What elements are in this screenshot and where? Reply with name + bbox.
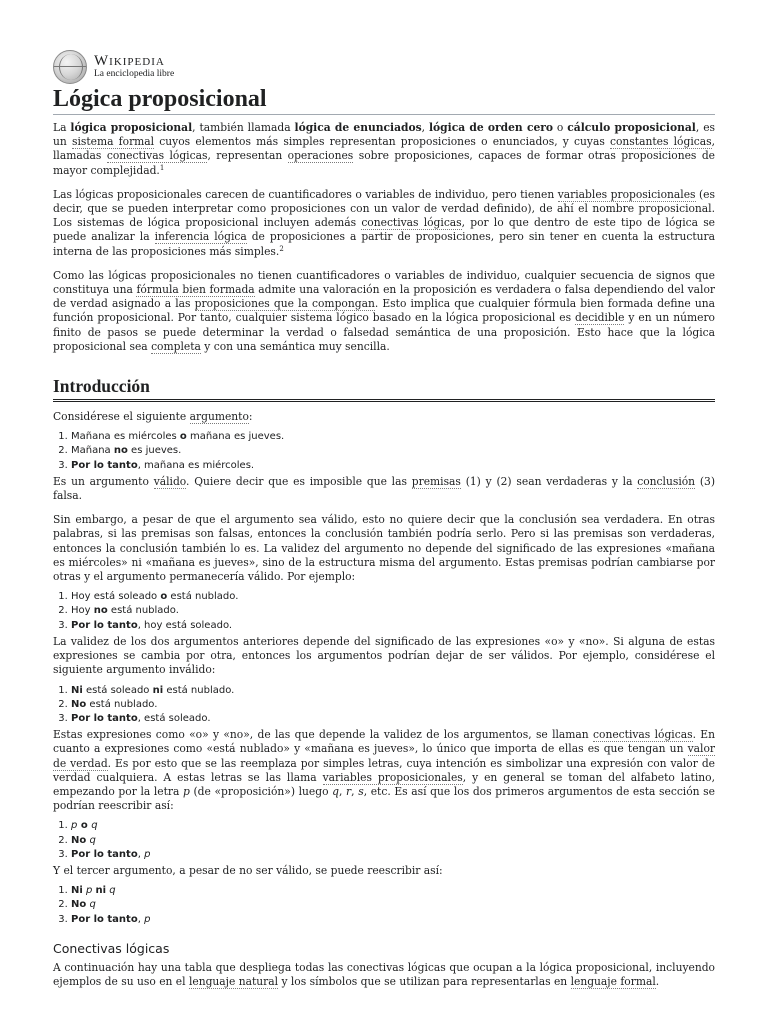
intro-paragraph-2 (53, 475, 715, 503)
var: s (358, 784, 364, 798)
link-argumento[interactable]: argumento (189, 410, 249, 424)
lead-paragraph-3 (53, 269, 715, 354)
text: , llamadas (53, 135, 715, 163)
var: p (85, 885, 93, 897)
link-conclusion[interactable]: conclusión (637, 474, 696, 488)
text: de proposiciones a partir de proposiciones, pero sin tener en cuenta la estructura interna de las proposiciones más simples. (53, 230, 715, 258)
keyword: ni (152, 684, 164, 696)
brand-name: Wikipedia (94, 53, 165, 70)
keyword: ni (95, 885, 107, 897)
text: Como las lógicas proposicionales no tienen cuantificadores o variables de individuo, cualquier secuencia de signos que constituya una (53, 268, 715, 297)
text: es jueves. (127, 445, 182, 457)
text: . (655, 974, 660, 988)
text: (es decir, que se pueden interpretar como proposiciones con un valor de verdad definido), de ahí el nombre proposicional. Los sistemas de lógica proposicional incluyen además (53, 187, 715, 230)
link-proposiciones[interactable]: proposiciones que la compongan (194, 297, 375, 311)
list-item (71, 444, 715, 458)
text: (1) y (2) sean verdaderas y la (460, 474, 638, 488)
text: y los símbolos que se utilizan para representarlas en (278, 974, 571, 988)
keyword: o (160, 591, 168, 603)
text: La (53, 121, 71, 134)
var: p (183, 784, 190, 798)
list-item (71, 590, 715, 604)
link-variables-proposicionales[interactable]: variables proposicionales (322, 770, 463, 784)
term-bold: lógica de enunciados (294, 121, 422, 134)
text: está nublado. (167, 591, 239, 603)
text: , hoy está soleado. (137, 619, 233, 631)
link-operaciones[interactable]: operaciones (287, 149, 354, 163)
list-item (71, 604, 715, 618)
link-premisas[interactable]: premisas (411, 474, 461, 488)
reference-1[interactable]: 1 (159, 163, 165, 172)
keyword: Ni (71, 684, 83, 696)
list-item (71, 819, 715, 833)
var: q (89, 834, 96, 846)
var: p (144, 848, 151, 860)
text: . En cuanto a expresiones como «está nublado» y «mañana es jueves», lo único que importa de ellas es que tengan un (53, 728, 715, 756)
text: , es un (53, 121, 716, 149)
text: (3) falsa. (53, 474, 715, 503)
text: A continuación hay una tabla que despliega todas las conectivas lógicas que ocupan a la lógica proposicional, incluyendo ejemplos de su uso en el (53, 960, 715, 988)
keyword: Por lo tanto (71, 459, 138, 471)
intro-paragraph-3: Sin embargo, a pesar de que el argumento sea válido, esto no quiere decir que la conclusión sea verdadera. En otras palabras, si las premisas son falsas, entonces la conclusión también podría serlo. Pero si las premisas son verdaderas, entonces la conclusión también lo es. La validez del argumento no depende del significado de las expresiones «mañana es miércoles» ni «mañana es jueves», sino de la estructura misma del argumento. Estas premisas podrían cambiarse por otras y el argumento permanecería válido. Por ejemplo: (53, 513, 715, 584)
link-formula-bien-formada[interactable]: fórmula bien formada (136, 283, 255, 297)
wikipedia-globe-icon[interactable] (53, 50, 87, 84)
text: Estas expresiones como «o» y «no», de las que depende la validez de los argumentos, se llaman (53, 728, 594, 742)
list-item (71, 898, 715, 912)
site-header (53, 50, 715, 84)
intro-paragraph-4: La validez de los dos argumentos anteriores depende del significado de las expresiones «o» y «no». Si alguna de estas expresiones se cambia por otra, entonces los argumentos podrían dejar de ser válidos. Por ejemplo, considérese el siguiente argumento inválido: (53, 634, 715, 677)
link-conectivas-logicas[interactable]: conectivas lógicas (361, 216, 462, 230)
keyword: o (77, 820, 92, 832)
term-bold: cálculo proposicional (567, 121, 696, 134)
keyword: No (71, 899, 87, 911)
connectives-paragraph-1 (53, 961, 715, 989)
list-item (71, 698, 715, 712)
text: Hoy está soleado (71, 591, 161, 603)
intro-paragraph-1 (53, 410, 715, 424)
var: q (89, 899, 96, 911)
text: , etc. Es así que los dos primeros argumentos de esta sección se podrían reescribir así: (53, 784, 715, 813)
intro-paragraph-6: Y el tercer argumento, a pesar de no ser válido, se puede reescribir así: (53, 863, 443, 877)
link-conectivas-logicas[interactable]: conectivas lógicas (593, 728, 693, 742)
argument-list-2 (53, 590, 715, 633)
text: , (351, 784, 359, 798)
text: , mañana es miércoles. (137, 459, 255, 471)
text: (de «proposición») luego (189, 784, 333, 798)
link-inferencia-logica[interactable]: inferencia lógica (154, 230, 247, 244)
text: está nublado. (107, 605, 179, 617)
text: Es un argumento (53, 474, 154, 488)
text: Las lógicas proposicionales carecen de cuantificadores o variables de individuo, pero tienen (53, 187, 558, 201)
section-heading-introduccion: Introducción (53, 376, 715, 402)
list-item (71, 848, 715, 862)
subsection-heading-conectivas: Conectivas lógicas (53, 940, 170, 956)
var: q (332, 784, 340, 798)
text: , por lo que dentro de este tipo de lógica se puede analizar la (53, 216, 716, 244)
keyword: Por lo tanto (71, 712, 138, 724)
link-completa[interactable]: completa (151, 339, 201, 353)
term-bold: lógica proposicional (70, 121, 193, 134)
keyword: No (71, 834, 87, 846)
link-valor-de-verdad[interactable]: valor de verdad (53, 742, 715, 770)
text: y en un número finito de pasos se puede determinar la verdad o falsedad semántica de una proposición. Esto hace que la lógica proposicional sea (53, 311, 715, 353)
formal-list-1 (53, 819, 715, 862)
keyword: Por lo tanto (71, 913, 138, 925)
link-lenguaje-natural[interactable]: lenguaje natural (188, 974, 279, 988)
text: sobre proposiciones, capaces de formar otras proposiciones de mayor complejidad. (53, 149, 715, 177)
term-bold: lógica de orden cero (428, 121, 554, 134)
lead-paragraph-1 (53, 121, 715, 178)
link-decidible[interactable]: decidible (575, 311, 625, 325)
keyword: no (93, 605, 108, 617)
text: está nublado. (86, 698, 158, 710)
text: cuyos elementos más simples representan proposiciones o enunciados, y cuyas (154, 135, 610, 149)
var: q (91, 820, 98, 832)
text: , (137, 848, 145, 860)
reference-2[interactable]: 2 (279, 244, 284, 253)
text: , está soleado. (137, 712, 211, 724)
text: admite una valoración en la proposición es verdadera o falsa dependiendo del valor de verdad asignado a las (53, 283, 715, 311)
link-variables-proposicionales[interactable]: variables proposicionales (557, 187, 696, 201)
text: Hoy (71, 605, 94, 617)
page-title: Lógica proposicional (53, 86, 715, 115)
list-item (71, 712, 715, 726)
argument-list-1 (53, 430, 715, 473)
link-valido[interactable]: válido (153, 474, 187, 488)
text: está soleado (82, 684, 153, 696)
list-item (71, 913, 715, 927)
text: , representan (207, 149, 288, 163)
link-conectivas-logicas[interactable]: conectivas lógicas (106, 149, 208, 163)
list-item (71, 884, 715, 898)
text: , y en general se toman del alfabeto latino, empezando por la letra (53, 770, 715, 798)
lead-paragraph-2 (53, 188, 715, 259)
var: q (109, 885, 116, 897)
text: Considérese el siguiente (53, 410, 190, 424)
list-item (71, 430, 715, 444)
keyword: No (71, 698, 87, 710)
site-brand[interactable] (94, 54, 174, 80)
keyword: Por lo tanto (71, 848, 138, 860)
list-item (71, 459, 715, 473)
intro-paragraph-5 (53, 728, 715, 813)
text: . Quiere decir que es imposible que las (186, 474, 412, 488)
list-item (71, 619, 715, 633)
formal-list-2 (53, 884, 715, 927)
keyword: Ni (71, 885, 83, 897)
keyword: Por lo tanto (71, 619, 138, 631)
text: mañana es jueves. (186, 431, 285, 443)
link-constantes-logicas[interactable]: constantes lógicas (610, 135, 712, 149)
link-sistema-formal[interactable]: sistema formal (71, 135, 155, 149)
text: o (553, 121, 568, 134)
keyword: no (113, 445, 128, 457)
article (53, 50, 715, 989)
text: está nublado. (163, 684, 235, 696)
text: y con una semántica muy sencilla. (200, 339, 390, 353)
text: . Es por esto que se las reemplaza por simples letras, cuya intención es simbolizar una expresión con valor de verdad cualquiera. A estas letras se las llama (53, 756, 715, 784)
text: . Esto implica que cualquier fórmula bien formada define una función proposicional. Por tanto, cualquier sistema lógico basado en la lógica proposicional es (53, 297, 715, 325)
var: p (144, 913, 151, 925)
list-item (71, 684, 715, 698)
text: , (137, 913, 145, 925)
brand-tagline: La enciclopedia libre (94, 69, 175, 80)
link-lenguaje-formal[interactable]: lenguaje formal (570, 974, 656, 988)
var: p (71, 820, 78, 832)
text: , (339, 784, 347, 798)
list-item (71, 834, 715, 848)
keyword: o (179, 431, 187, 443)
text: : (248, 410, 253, 424)
var: r (346, 784, 352, 798)
text: Mañana (71, 445, 114, 457)
text: , también llamada (192, 121, 295, 134)
text: , (421, 121, 429, 134)
text: Mañana es miércoles (71, 431, 180, 443)
argument-list-3 (53, 684, 715, 727)
